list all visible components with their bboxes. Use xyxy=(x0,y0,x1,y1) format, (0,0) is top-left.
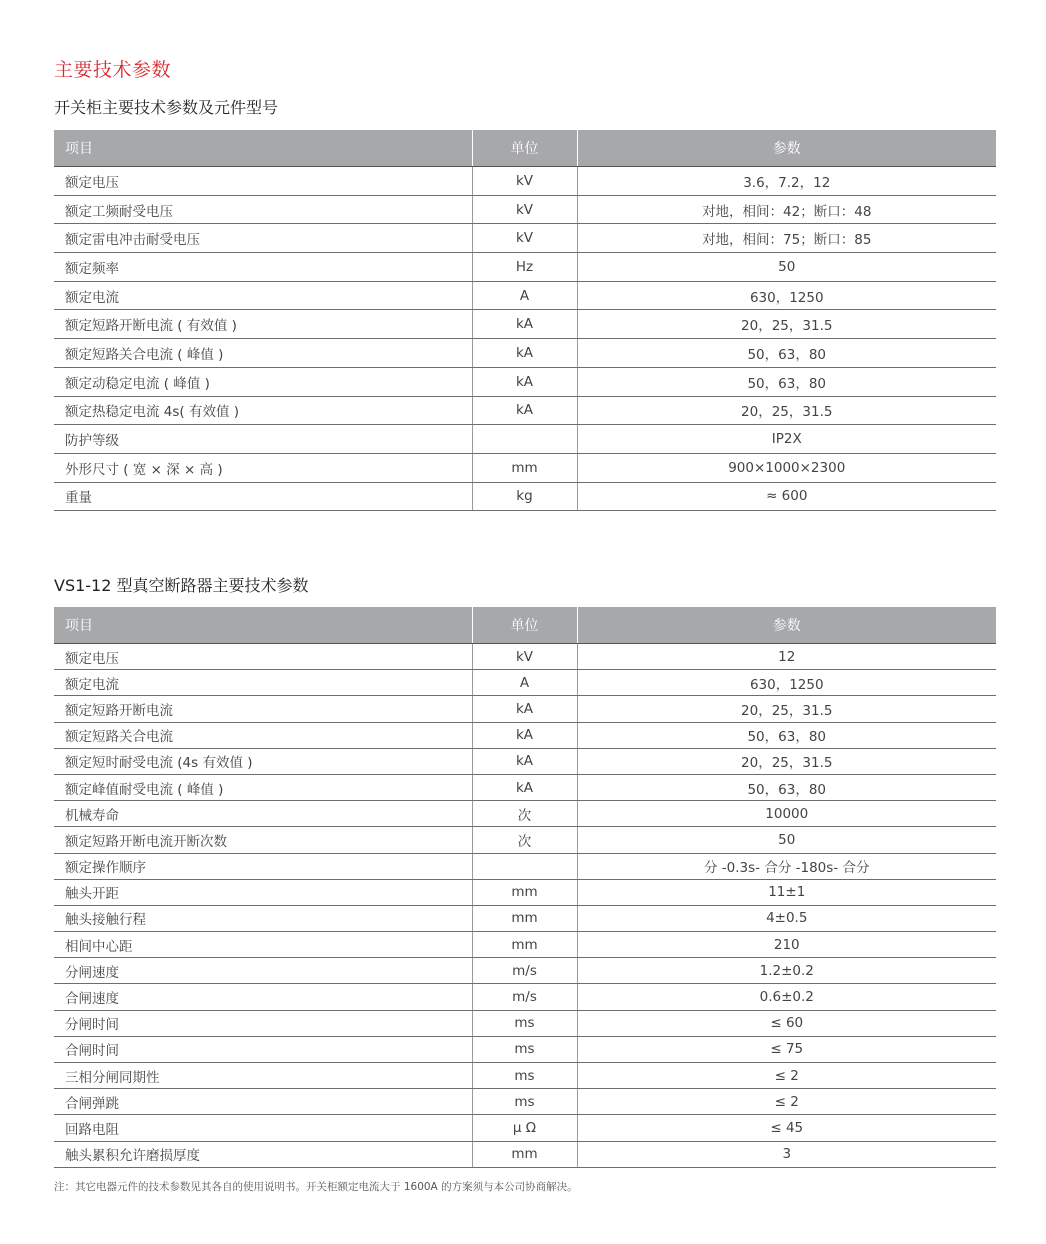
row-param: 50，63，80 xyxy=(577,339,996,368)
row-param: 10000 xyxy=(577,801,996,827)
row-unit: m/s xyxy=(472,958,577,984)
row-param: 20，25，31.5 xyxy=(577,696,996,722)
switchgear-table-title: 开关柜主要技术参数及元件型号 xyxy=(54,98,279,117)
table-row xyxy=(54,984,996,1010)
row-unit: kA xyxy=(472,748,577,774)
table-row xyxy=(54,827,996,853)
row-item: 额定短时耐受电流 (4s 有效值 ) xyxy=(54,748,472,774)
row-unit: kA xyxy=(472,396,577,425)
row-param: ≈ 600 xyxy=(577,482,996,511)
breaker-table-title: VS1-12 型真空断路器主要技术参数 xyxy=(54,576,309,595)
row-item: 合闸速度 xyxy=(54,984,472,1010)
table-row xyxy=(54,696,996,722)
table-row xyxy=(54,774,996,800)
row-unit: Hz xyxy=(472,253,577,282)
row-param: 20，25，31.5 xyxy=(577,396,996,425)
row-item: 额定电压 xyxy=(54,644,472,670)
row-param: 分 -0.3s- 合分 -180s- 合分 xyxy=(577,853,996,879)
row-param: 50，63，80 xyxy=(577,722,996,748)
row-param: 630，1250 xyxy=(577,281,996,310)
table-row xyxy=(54,801,996,827)
row-unit: m/s xyxy=(472,984,577,1010)
row-unit: kA xyxy=(472,722,577,748)
row-unit: μ Ω xyxy=(472,1115,577,1141)
table-row xyxy=(54,1141,996,1167)
row-unit: kA xyxy=(472,696,577,722)
switchgear-spec-table xyxy=(54,130,996,511)
row-param: 210 xyxy=(577,932,996,958)
row-unit: mm xyxy=(472,932,577,958)
row-item: 额定热稳定电流 4s( 有效值 ) xyxy=(54,396,472,425)
row-item: 防护等级 xyxy=(54,425,472,454)
row-param: 11±1 xyxy=(577,879,996,905)
row-param: 50 xyxy=(577,253,996,282)
table-row xyxy=(54,310,996,339)
table-row xyxy=(54,748,996,774)
row-param: 630，1250 xyxy=(577,670,996,696)
row-param: 50 xyxy=(577,827,996,853)
row-item: 额定雷电冲击耐受电压 xyxy=(54,224,472,253)
row-unit: mm xyxy=(472,879,577,905)
table-row xyxy=(54,1036,996,1062)
row-param: 对地，相间：75；断口：85 xyxy=(577,224,996,253)
row-unit: ms xyxy=(472,1063,577,1089)
row-item: 额定短路开断电流 ( 有效值 ) xyxy=(54,310,472,339)
row-param: 1.2±0.2 xyxy=(577,958,996,984)
row-unit: A xyxy=(472,670,577,696)
row-item: 额定短路关合电流 ( 峰值 ) xyxy=(54,339,472,368)
header-unit: 单位 xyxy=(472,130,577,167)
row-param: 12 xyxy=(577,644,996,670)
table-row xyxy=(54,425,996,454)
row-item: 触头累积允许磨损厚度 xyxy=(54,1141,472,1167)
row-unit: kV xyxy=(472,224,577,253)
table-row xyxy=(54,453,996,482)
row-unit: kA xyxy=(472,339,577,368)
row-unit: 次 xyxy=(472,801,577,827)
table-row xyxy=(54,339,996,368)
row-param: 50，63，80 xyxy=(577,774,996,800)
table-row xyxy=(54,281,996,310)
row-param: 900×1000×2300 xyxy=(577,453,996,482)
row-unit: kV xyxy=(472,644,577,670)
table-row xyxy=(54,167,996,196)
table-row xyxy=(54,722,996,748)
row-item: 额定电流 xyxy=(54,281,472,310)
row-unit: kA xyxy=(472,367,577,396)
table-row xyxy=(54,644,996,670)
row-unit xyxy=(472,853,577,879)
row-param: 50，63，80 xyxy=(577,367,996,396)
row-item: 额定短路开断电流开断次数 xyxy=(54,827,472,853)
table-row xyxy=(54,905,996,931)
row-param: ≤ 75 xyxy=(577,1036,996,1062)
table-row xyxy=(54,1063,996,1089)
row-unit: ms xyxy=(472,1036,577,1062)
table-row xyxy=(54,670,996,696)
row-param: 0.6±0.2 xyxy=(577,984,996,1010)
row-item: 分闸时间 xyxy=(54,1010,472,1036)
row-param: ≤ 2 xyxy=(577,1089,996,1115)
row-item: 相间中心距 xyxy=(54,932,472,958)
row-item: 外形尺寸 ( 宽 × 深 × 高 ) xyxy=(54,453,472,482)
table-header-row xyxy=(54,130,996,167)
table-row xyxy=(54,253,996,282)
row-param: 3 xyxy=(577,1141,996,1167)
table-row xyxy=(54,367,996,396)
row-item: 额定短路开断电流 xyxy=(54,696,472,722)
row-unit: kV xyxy=(472,195,577,224)
row-item: 额定操作顺序 xyxy=(54,853,472,879)
row-unit: mm xyxy=(472,905,577,931)
footnote: 注：其它电器元件的技术参数见其各自的使用说明书。开关柜额定电流大于 1600A 的方案须与本公司协商解决。 xyxy=(54,1181,578,1193)
row-item: 分闸速度 xyxy=(54,958,472,984)
row-item: 三相分闸同期性 xyxy=(54,1063,472,1089)
row-param: ≤ 45 xyxy=(577,1115,996,1141)
row-param: 3.6，7.2，12 xyxy=(577,167,996,196)
breaker-spec-table xyxy=(54,607,996,1168)
row-item: 额定动稳定电流 ( 峰值 ) xyxy=(54,367,472,396)
header-item: 项目 xyxy=(54,607,472,644)
row-unit: kA xyxy=(472,310,577,339)
table-row xyxy=(54,1115,996,1141)
row-item: 触头开距 xyxy=(54,879,472,905)
table-row xyxy=(54,1089,996,1115)
row-unit: ms xyxy=(472,1089,577,1115)
table-row xyxy=(54,932,996,958)
table-row xyxy=(54,853,996,879)
header-param: 参数 xyxy=(577,130,996,167)
row-unit xyxy=(472,425,577,454)
row-item: 机械寿命 xyxy=(54,801,472,827)
table-row xyxy=(54,879,996,905)
table-row xyxy=(54,195,996,224)
row-param: 20，25，31.5 xyxy=(577,310,996,339)
row-param: IP2X xyxy=(577,425,996,454)
row-item: 重量 xyxy=(54,482,472,511)
row-item: 合闸弹跳 xyxy=(54,1089,472,1115)
row-unit: mm xyxy=(472,453,577,482)
row-unit: 次 xyxy=(472,827,577,853)
row-unit: kV xyxy=(472,167,577,196)
row-item: 回路电阻 xyxy=(54,1115,472,1141)
row-item: 触头接触行程 xyxy=(54,905,472,931)
row-item: 额定电压 xyxy=(54,167,472,196)
row-unit: kg xyxy=(472,482,577,511)
table-row xyxy=(54,396,996,425)
header-item: 项目 xyxy=(54,130,472,167)
row-item: 额定工频耐受电压 xyxy=(54,195,472,224)
table-row xyxy=(54,482,996,511)
section-title: 主要技术参数 xyxy=(54,59,172,81)
row-item: 合闸时间 xyxy=(54,1036,472,1062)
table-row xyxy=(54,1010,996,1036)
row-param: 对地，相间：42；断口：48 xyxy=(577,195,996,224)
table-row xyxy=(54,224,996,253)
row-param: ≤ 2 xyxy=(577,1063,996,1089)
row-unit: A xyxy=(472,281,577,310)
row-item: 额定电流 xyxy=(54,670,472,696)
row-unit: mm xyxy=(472,1141,577,1167)
table-row xyxy=(54,958,996,984)
header-param: 参数 xyxy=(577,607,996,644)
row-item: 额定峰值耐受电流 ( 峰值 ) xyxy=(54,774,472,800)
row-param: ≤ 60 xyxy=(577,1010,996,1036)
row-unit: kA xyxy=(472,774,577,800)
row-item: 额定短路关合电流 xyxy=(54,722,472,748)
row-item: 额定频率 xyxy=(54,253,472,282)
table-header-row xyxy=(54,607,996,644)
row-param: 4±0.5 xyxy=(577,905,996,931)
row-unit: ms xyxy=(472,1010,577,1036)
header-unit: 单位 xyxy=(472,607,577,644)
row-param: 20，25，31.5 xyxy=(577,748,996,774)
